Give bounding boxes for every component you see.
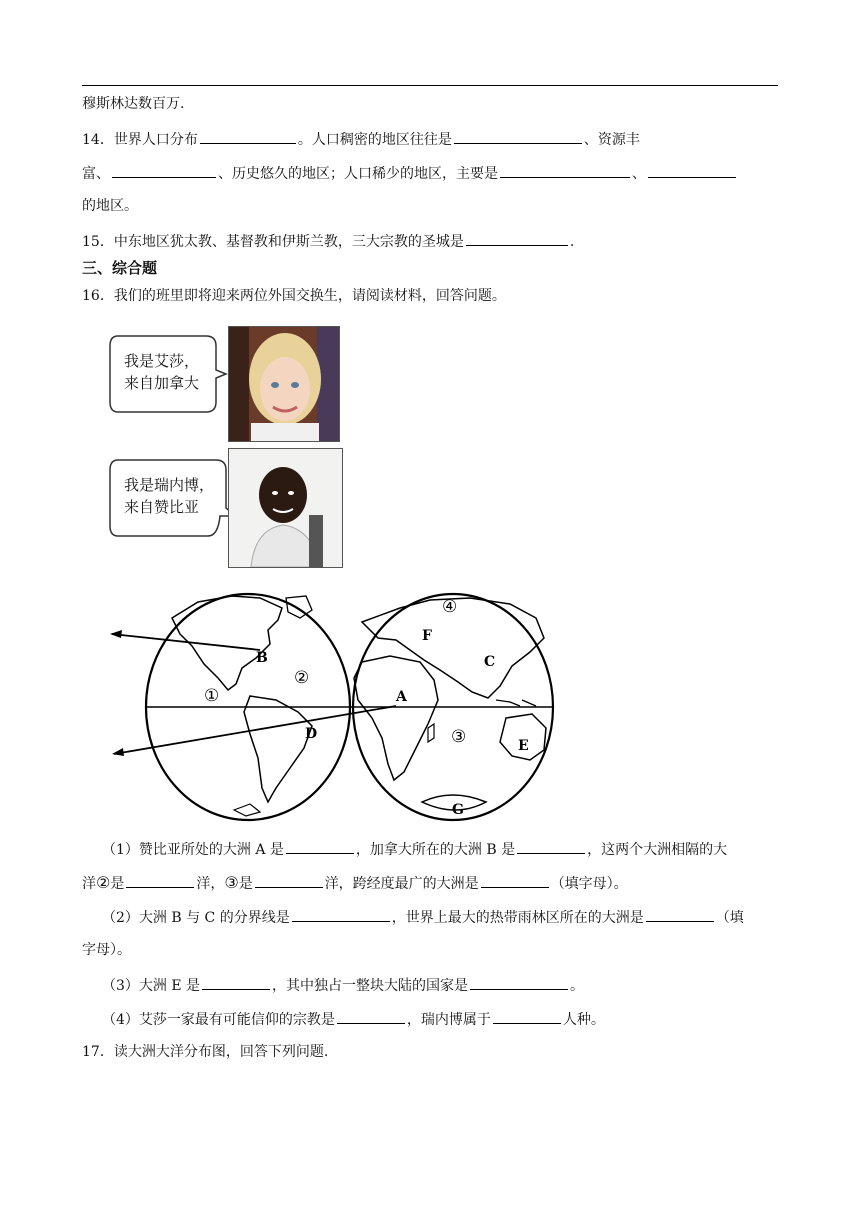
answer-blank[interactable] — [200, 128, 296, 144]
section-title: 三、综合题 — [82, 259, 158, 277]
q14-line2: 富、 、历史悠久的地区；人口稀少的地区，主要是 、 — [82, 162, 738, 184]
photo-aisha — [228, 326, 340, 442]
q15-line: 15．中东地区犹太教、基督教和伊斯兰教，三大宗教的圣城是 . — [82, 230, 574, 252]
answer-blank[interactable] — [470, 974, 568, 990]
q14-line1: 14．世界人口分布 。人口稠密的地区往往是 、资源丰 — [82, 128, 640, 150]
answer-blank[interactable] — [454, 128, 582, 144]
top-line: 穆斯林达数百万. — [82, 96, 185, 112]
q16-part2-line2: 字母）。 — [82, 942, 131, 958]
q16-part1-line2: 洋②是 洋，③是 洋，跨经度最广的大洲是 （填字母）。 — [82, 873, 628, 892]
label-ocean-2: ② — [294, 668, 310, 688]
q17-line: 17．读大洲大洋分布图，回答下列问题. — [82, 1044, 329, 1060]
arrowhead-icon — [110, 630, 122, 638]
world-hemispheres-map — [100, 588, 560, 850]
answer-blank[interactable] — [646, 906, 714, 922]
label-G: G — [452, 802, 464, 818]
answer-blank[interactable] — [337, 1008, 405, 1024]
answer-blank[interactable] — [292, 906, 390, 922]
answer-blank[interactable] — [500, 162, 630, 178]
answer-blank[interactable] — [517, 838, 585, 854]
label-C: C — [484, 654, 496, 670]
q16-part1-line1: （1）赞比亚所处的大洲 A 是 ，加拿大所在的大洲 B 是 ，这两个大洲相隔的大 — [102, 838, 727, 860]
answer-blank[interactable] — [286, 838, 354, 854]
label-E: E — [518, 738, 529, 754]
label-F: F — [422, 628, 432, 644]
label-ocean-3: ③ — [451, 727, 467, 747]
q16-part4: （4）艾莎一家最有可能信仰的宗教是 ，瑞内博属于 人种。 — [102, 1008, 605, 1030]
q16-part2-line1: （2）大洲 B 与 C 的分界线是 ，世界上最大的热带雨林区所在的大洲是 （填 — [102, 906, 744, 928]
answer-blank[interactable] — [126, 872, 194, 888]
q16-part3: （3）大洲 E 是 ，其中独占一整块大陆的国家是 。 — [102, 974, 584, 996]
boy-portrait-icon — [229, 449, 342, 567]
answer-blank[interactable] — [466, 230, 568, 246]
label-ocean-1: ① — [204, 686, 220, 706]
label-B: B — [256, 650, 268, 666]
bubble1-text: 我是艾莎， 来自加拿大 — [124, 352, 200, 392]
answer-blank[interactable] — [493, 1008, 561, 1024]
header-rule — [82, 85, 778, 86]
q16-intro: 16．我们的班里即将迎来两位外国交换生，请阅读材料，回答问题。 — [82, 288, 506, 304]
answer-blank[interactable] — [648, 162, 736, 178]
q14-line3: 的地区。 — [82, 198, 138, 214]
arrowhead-icon — [112, 748, 124, 756]
girl-portrait-icon — [229, 327, 339, 441]
answer-blank[interactable] — [255, 872, 323, 888]
label-ocean-4: ④ — [442, 597, 458, 617]
label-D: D — [305, 726, 318, 742]
answer-blank[interactable] — [112, 162, 216, 178]
photo-reinebo — [228, 448, 343, 568]
answer-blank[interactable] — [202, 974, 270, 990]
label-A: A — [396, 689, 407, 705]
bubble2-text: 我是瑞内博， 来自赞比亚 — [124, 476, 215, 516]
answer-blank[interactable] — [481, 872, 549, 888]
